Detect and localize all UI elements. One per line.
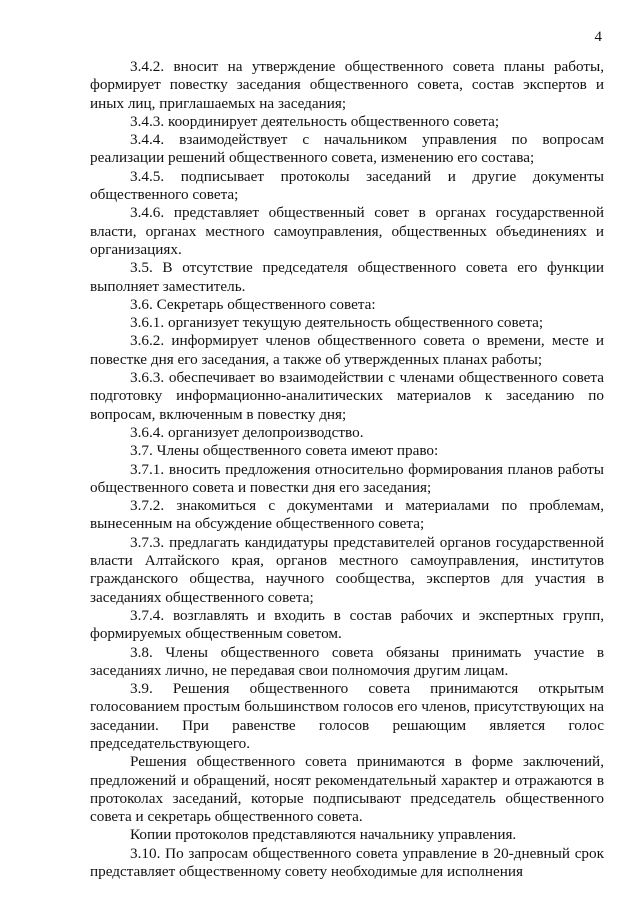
paragraph-3-9: 3.9. Решения общественного совета принимаются открытым голосованием простым большинством голосов его членов, присутствующих на заседании. При равенстве голосов решающим является голос председательствующего. — [90, 680, 604, 752]
paragraph-3-8: 3.8. Члены общественного совета обязаны принимать участие в заседаниях лично, не передавая свои полномочия другим лицам. — [90, 643, 604, 679]
paragraph-3-6-2: 3.6.2. информирует членов общественного совета о времени, месте и повестке дня его заседания, а также об утвержденных планах работы; — [90, 332, 604, 368]
paragraph-3-6-3: 3.6.3. обеспечивает во взаимодействии с членами общественного совета подготовку информационно-аналитических материалов к заседанию по вопросам, включенным в повестку дня; — [90, 369, 604, 423]
paragraph-3-9-decisions: Решения общественного совета принимаются в форме заключений, предложений и обращений, носят рекомендательный характер и отражаются в протоколах заседаний, которые подписывают председатель общественного совета и секретарь общественного совета. — [90, 753, 604, 826]
paragraph-3-10: 3.10. По запросам общественного совета управление в 20-дневный срок представляет общественному совету необходимые для исполнения — [90, 844, 604, 881]
paragraph-3-7: 3.7. Члены общественного совета имеют право: — [130, 442, 439, 460]
paragraph-3-6-4: 3.6.4. организует делопроизводство. — [130, 423, 364, 441]
paragraph-3-4-2: 3.4.2. вносит на утверждение общественного совета планы работы, формирует повестку заседания общественного совета, состав экспертов и иных лиц, приглашаемых на заседания; — [90, 58, 604, 112]
paragraph-3-6: 3.6. Секретарь общественного совета: — [130, 295, 376, 313]
paragraph-3-7-4: 3.7.4. возглавлять и входить в состав рабочих и экспертных групп, формируемых общественным советом. — [90, 606, 604, 643]
paragraph-3-5: 3.5. В отсутствие председателя общественного совета его функции выполняет заместитель. — [90, 259, 604, 295]
paragraph-3-9-copies: Копии протоколов представляются начальнику управления. — [130, 826, 517, 844]
page-number: 4 — [594, 29, 602, 45]
document-body — [90, 58, 604, 881]
paragraph-3-4-3: 3.4.3. координирует деятельность общественного совета; — [130, 112, 500, 130]
paragraph-3-4-5: 3.4.5. подписывает протоколы заседаний и другие документы общественного совета; — [90, 167, 604, 204]
paragraph-3-7-2: 3.7.2. знакомиться с документами и материалами по проблемам, вынесенным на обсуждение общественного совета; — [90, 497, 604, 533]
paragraph-3-6-1: 3.6.1. организует текущую деятельность общественного совета; — [130, 314, 544, 332]
paragraph-3-7-1: 3.7.1. вносить предложения относительно формирования планов работы общественного совета и повестки дня его заседания; — [90, 460, 604, 496]
paragraph-3-4-4: 3.4.4. взаимодействует с начальником управления по вопросам реализации решений общественного совета, изменению его состава; — [90, 131, 604, 167]
paragraph-3-4-6: 3.4.6. представляет общественный совет в органах государственной власти, органах местного самоуправления, общественных объединениях и организациях. — [90, 204, 604, 258]
paragraph-3-7-3: 3.7.3. предлагать кандидатуры представителей органов государственной власти Алтайского края, органов местного самоуправления, институтов гражданского общества, научного сообщества, экспертов для участия в заседаниях общественного совета; — [90, 533, 604, 606]
